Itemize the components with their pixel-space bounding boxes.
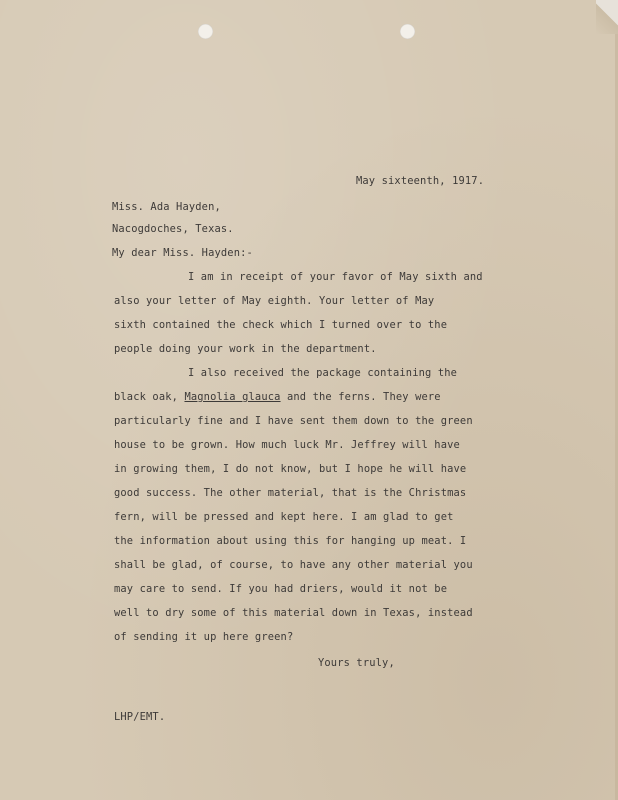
- corner-fold: [596, 0, 618, 34]
- body-line: people doing your work in the department.: [114, 343, 377, 355]
- recipient-place: Nacogdoches, Texas.: [112, 223, 234, 235]
- closing: Yours truly,: [318, 657, 395, 669]
- body-text: black oak,: [114, 391, 185, 403]
- body-line-species: [114, 390, 441, 404]
- body-line: sixth contained the check which I turned over to the: [114, 319, 448, 331]
- body-line: in growing them, I do not know, but I hope he will have: [114, 463, 467, 475]
- body-line: particularly fine and I have sent them down to the green: [114, 415, 473, 427]
- body-line: fern, will be pressed and kept here. I am glad to get: [114, 511, 454, 523]
- punch-hole-right: [400, 24, 415, 39]
- body-line: may care to send. If you had driers, would it not be: [114, 583, 448, 595]
- punch-hole-left: [198, 24, 213, 39]
- salutation: My dear Miss. Hayden:-: [112, 247, 253, 259]
- body-line: I am in receipt of your favor of May sixth and: [188, 271, 483, 283]
- letter-date: May sixteenth, 1917.: [356, 175, 485, 187]
- body-line: also your letter of May eighth. Your letter of May: [114, 295, 435, 307]
- body-line: of sending it up here green?: [114, 631, 294, 643]
- recipient-name: Miss. Ada Hayden,: [112, 201, 221, 213]
- body-text: and the ferns. They were: [280, 391, 441, 403]
- body-line: the information about using this for hanging up meat. I: [114, 535, 467, 547]
- body-line: shall be glad, of course, to have any other material you: [114, 559, 473, 571]
- body-line: I also received the package containing the: [188, 367, 458, 379]
- species-name: Magnolia glauca: [184, 391, 281, 403]
- typist-initials: LHP/EMT.: [114, 711, 166, 723]
- body-line: well to dry some of this material down in Texas, instead: [114, 607, 473, 619]
- body-line: good success. The other material, that is the Christmas: [114, 487, 467, 499]
- body-line: house to be grown. How much luck Mr. Jeffrey will have: [114, 439, 460, 451]
